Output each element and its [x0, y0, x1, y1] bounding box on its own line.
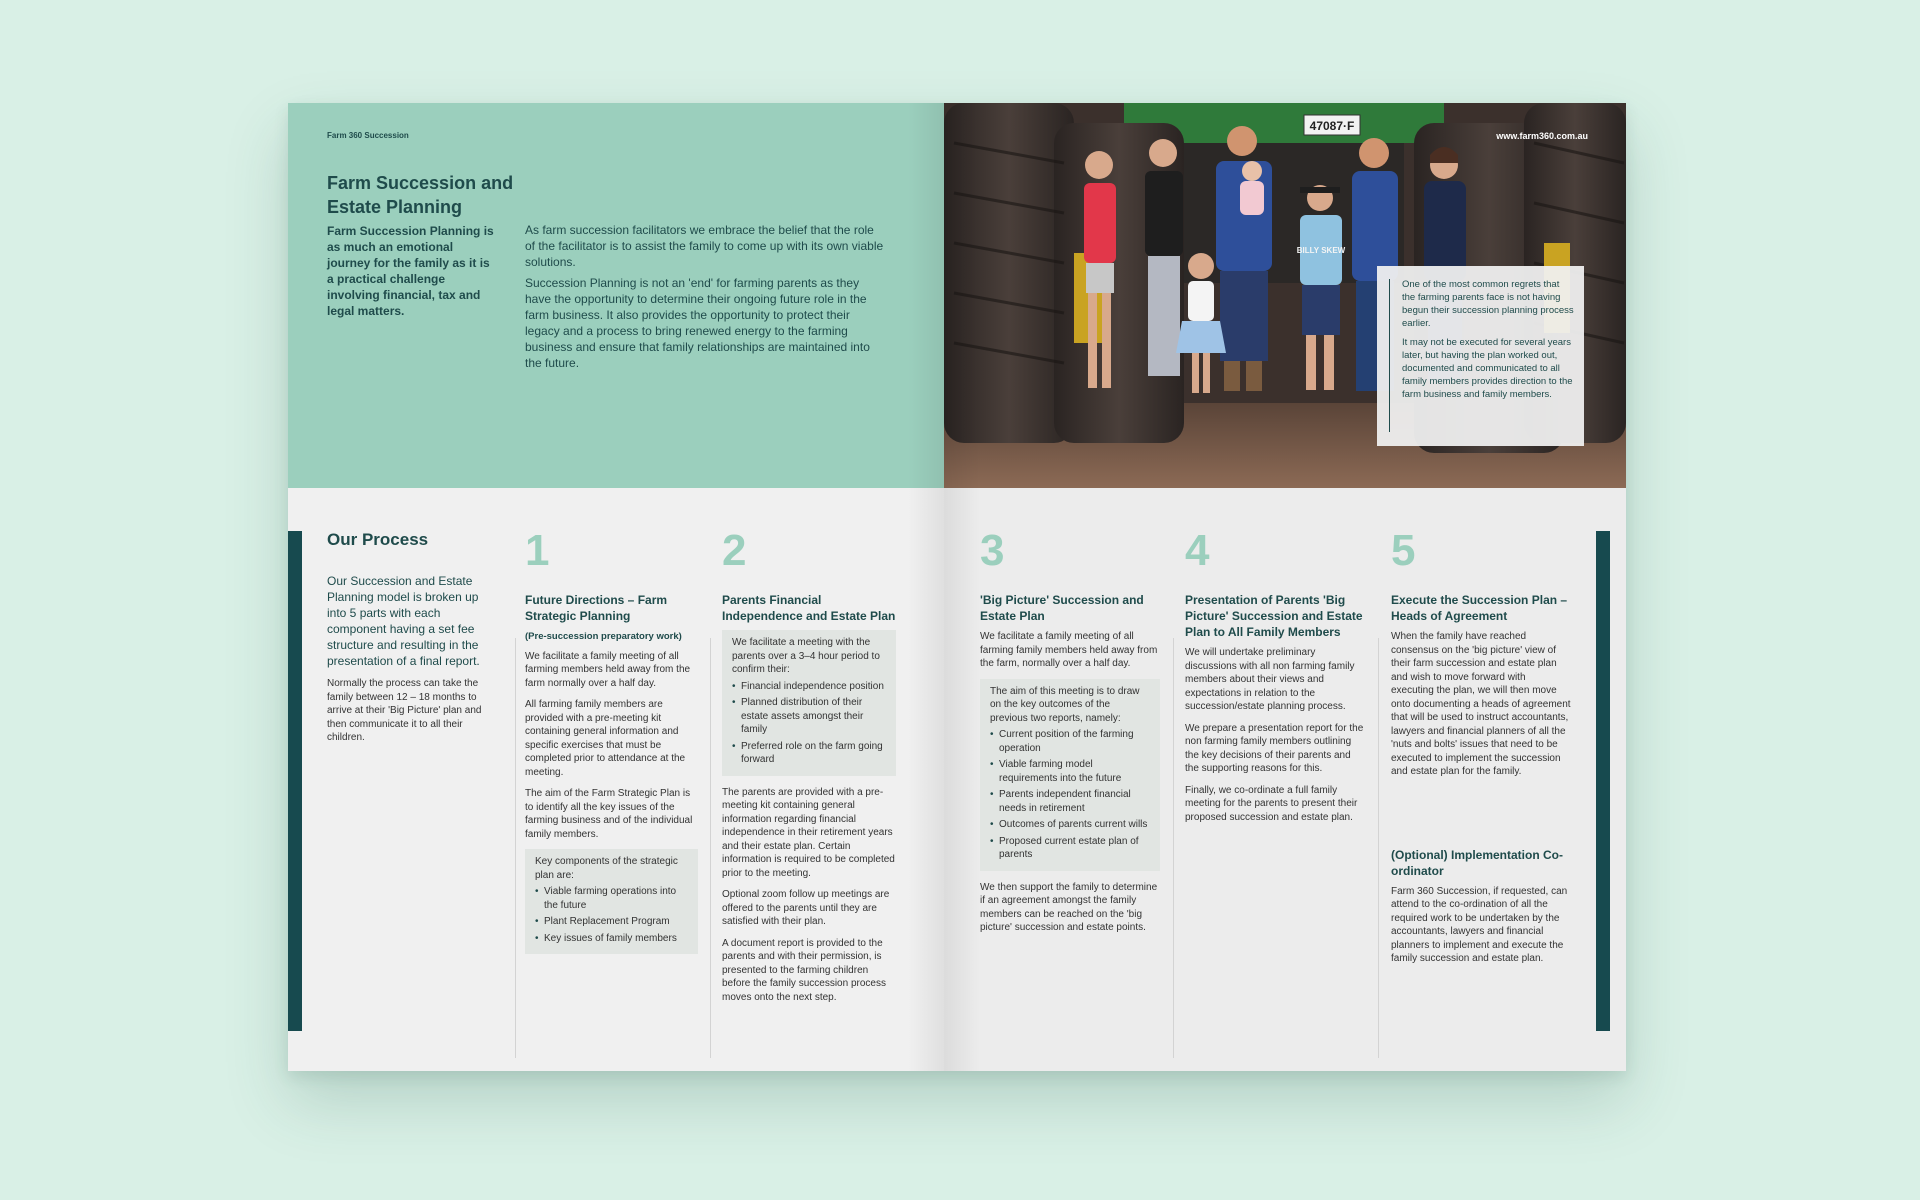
- box-intro: The aim of this meeting is to draw on the key outcomes of the previous two reports, namely:: [990, 685, 1140, 724]
- aims-box: [980, 679, 1160, 871]
- box-intro: Key components of the strategic plan are:: [535, 856, 678, 881]
- family-photo: [944, 103, 1626, 488]
- step-paragraph: We then support the family to determine if an agreement amongst the family members can be reached on the 'big picture' succession and estate points.: [980, 881, 1158, 933]
- step-number: 3: [980, 526, 1005, 575]
- page-title: Farm Succession and Estate Planning: [327, 173, 514, 217]
- quote-text: [1402, 278, 1574, 407]
- optional-title: (Optional) Implementation Co-ordinator: [1391, 847, 1563, 878]
- process-blurb: Our Succession and Estate Planning model is broken up into 5 parts with each component having a set fee structure and resulting in the presentation of a final report.: [327, 574, 480, 668]
- column-divider: [1173, 638, 1174, 1058]
- lead-text: Farm Succession Planning is as much an emotional journey for the family as it is a practical challenge involving financial, tax and legal matters.: [327, 224, 494, 318]
- intro-band: [288, 103, 944, 488]
- step-subtitle: (Pre-succession preparatory work): [525, 631, 682, 642]
- step-paragraph: When the family have reached consensus on the 'big picture' view of their farm succession and estate plan and wish to move forward with executing the plan, we will then move onto documenting a heads of agreement that will be used to instruct accountants, lawyers and financial planners of all the 'nuts and bolts' issues that need to be executed to implement the succession and estate plan for the family.: [1391, 631, 1571, 777]
- step-paragraph: The parents are provided with a pre-meeting kit containing general information regarding financial independence in their retirement years and their estate plan. Certain information is required to be completed prior to the meeting.: [722, 786, 895, 879]
- list-item: • Key issues of family members: [544, 932, 688, 946]
- step-1: [525, 528, 698, 964]
- optional-text: Farm 360 Succession, if requested, can attend to the co-ordination of all the required work to be undertaken by the accountants, lawyers and financial planners to implement and execute the family succession and estate plan.: [1391, 885, 1568, 964]
- list-item: • Plant Replacement Program: [544, 915, 688, 929]
- bullet-list: [732, 680, 886, 767]
- website-url: www.farm360.com.au: [1496, 131, 1588, 141]
- quote-box: [1377, 266, 1584, 446]
- step-paragraph: All farming family members are provided with a pre-meeting kit containing general information and specific exercises that must be completed prior to attendance at the meeting.: [525, 699, 686, 778]
- number-plate: 47087·F: [1309, 119, 1355, 133]
- column-divider: [515, 638, 516, 1058]
- step-title: Future Directions – Farm Strategic Planning: [525, 593, 668, 623]
- intro-paragraph: As farm succession facilitators we embrace the belief that the role of the facilitator is to assist the family to come up with its own viable solutions.: [525, 223, 884, 269]
- quote-paragraph: It may not be executed for several years later, but having the plan worked out, documented and communicated to all family members provides direction to the farm business and family members.: [1402, 337, 1573, 400]
- step-number: 2: [722, 526, 747, 575]
- step-number: 4: [1185, 526, 1210, 575]
- quote-paragraph: One of the most common regrets that the farming parents face is not having begun their succession planning process earlier.: [1402, 279, 1574, 329]
- meeting-box: [722, 630, 896, 776]
- step-paragraph: The aim of the Farm Strategic Plan is to identify all the key issues of the farming business and of the individual family members.: [525, 788, 693, 840]
- step-number: 5: [1391, 526, 1416, 575]
- list-item: • Parents independent financial needs in retirement: [999, 788, 1150, 815]
- step-paragraph: Finally, we co-ordinate a full family meeting for the parents to present their proposed succession and estate plan.: [1185, 784, 1358, 823]
- list-item: • Preferred role on the farm going forward: [741, 740, 886, 767]
- brand-label: Farm 360 Succession: [327, 131, 409, 140]
- key-components-box: [525, 849, 698, 954]
- step-paragraph: Optional zoom follow up meetings are offered to the parents until they are satisfied with their plan.: [722, 889, 890, 927]
- left-page: [288, 103, 944, 1071]
- left-accent-bar: [288, 531, 302, 1031]
- step-title: Parents Financial Independence and Estate Plan: [722, 593, 896, 623]
- step-paragraph: A document report is provided to the parents and with their permission, is presented to the farming children before the family succession process moves onto the next step.: [722, 937, 886, 1003]
- step-3: [980, 528, 1160, 943]
- step-paragraph: We prepare a presentation report for the non farming family members outlining the key decisions of their parents and the supporting reasons for this.: [1185, 722, 1364, 774]
- shirt-text: BILLY SKEW: [1296, 246, 1346, 255]
- list-item: • Proposed current estate plan of parents: [999, 835, 1150, 862]
- step-paragraph: We facilitate a family meeting of all farming members held away from the farm normally over a half day.: [525, 650, 691, 689]
- intro-text: [525, 222, 885, 376]
- process-title: Our Process: [327, 530, 429, 549]
- column-divider: [1378, 638, 1379, 1058]
- process-column: [327, 528, 499, 753]
- process-text: Normally the process can take the family between 12 – 18 months to arrive at their 'Big Picture' plan and then communicate it to all their children.: [327, 678, 482, 743]
- list-item: • Planned distribution of their estate assets amongst their family: [741, 696, 886, 737]
- step-title: 'Big Picture' Succession and Estate Plan: [980, 593, 1144, 623]
- bullet-list: [990, 728, 1150, 862]
- list-item: • Current position of the farming operation: [999, 728, 1150, 755]
- step-number: 1: [525, 526, 550, 575]
- step-paragraph: We will undertake preliminary discussions with all non farming family members about their views and expectations in relation to the succession/estate planning process.: [1185, 647, 1355, 712]
- brochure-spread: [288, 103, 1626, 1071]
- bullet-list: [535, 885, 688, 945]
- step-4: [1185, 528, 1365, 832]
- list-item: • Financial independence position: [741, 680, 886, 694]
- list-item: • Outcomes of parents current wills: [999, 818, 1150, 832]
- step-5: [1391, 528, 1571, 974]
- step-paragraph: We facilitate a family meeting of all farming family members held away from the farm, normally over a half day.: [980, 631, 1158, 669]
- right-accent-bar: [1596, 531, 1610, 1031]
- intro-paragraph: Succession Planning is not an 'end' for farming parents as they have the opportunity to determine their ongoing future role in the farm business. It also provides the opportunity to protect their legacy and a process to bring renewed energy to the farming business and ensure that family relationships are maintained into the future.: [525, 276, 870, 370]
- box-intro: We facilitate a meeting with the parents over a 3–4 hour period to confirm their:: [732, 637, 880, 675]
- column-divider: [710, 638, 711, 1058]
- step-title: Execute the Succession Plan – Heads of Agreement: [1391, 593, 1568, 623]
- quote-rule: [1389, 279, 1390, 432]
- right-page: [944, 103, 1626, 1071]
- list-item: • Viable farming operations into the future: [544, 885, 688, 912]
- step-2: [722, 528, 896, 1012]
- step-title: Presentation of Parents 'Big Picture' Succession and Estate Plan to All Family Members: [1185, 593, 1363, 639]
- list-item: • Viable farming model requirements into the future: [999, 758, 1150, 785]
